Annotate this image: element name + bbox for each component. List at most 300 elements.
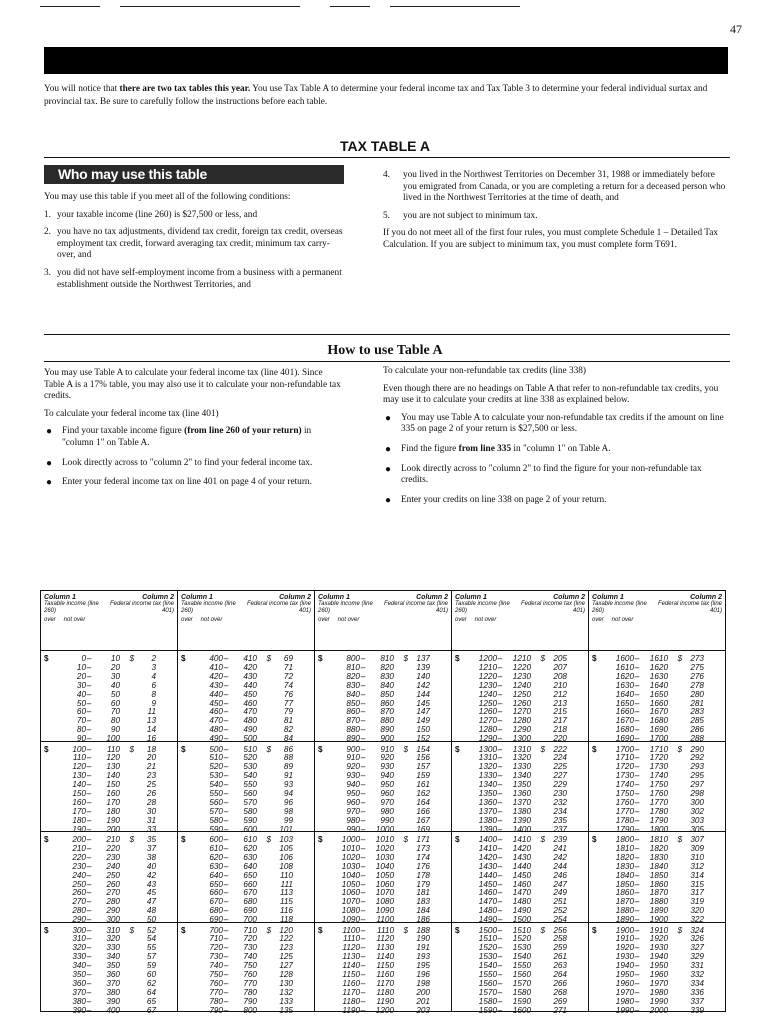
table-block	[41, 742, 177, 833]
tax-dollar-sign	[257, 889, 271, 898]
tax-dollar-sign	[668, 881, 682, 890]
income-not-over: 1280	[512, 716, 531, 726]
bullet-icon: ●	[46, 477, 53, 489]
range-dash: –	[634, 771, 640, 781]
top-rule	[330, 6, 370, 7]
income-not-over: 1580	[512, 987, 531, 997]
income-not-over: 990	[380, 815, 394, 825]
dollar-sign	[44, 682, 56, 691]
dollar-sign	[455, 980, 467, 989]
tax-dollar-sign	[394, 790, 408, 799]
tax-dollar-sign	[394, 717, 408, 726]
tax-dollar-sign: $	[677, 835, 682, 844]
top-rule	[390, 6, 520, 7]
income-not-over: 1290	[512, 725, 531, 735]
income-over: 810	[346, 662, 360, 672]
range-dash: –	[634, 789, 640, 799]
tax-dollar-sign	[120, 854, 134, 863]
income-over: 90	[76, 734, 86, 744]
federal-tax-value: 4	[151, 671, 156, 681]
dollar-sign	[318, 854, 330, 863]
tax-dollar-sign	[531, 971, 545, 980]
federal-tax-value: 76	[283, 689, 293, 699]
income-not-over: 1380	[512, 806, 531, 816]
range-dash: –	[634, 852, 640, 862]
income-over: 690	[209, 915, 223, 925]
dollar-sign	[44, 700, 56, 709]
income-over: 650	[209, 879, 223, 889]
income-not-over: 580	[243, 806, 257, 816]
federal-tax-value: 20	[146, 753, 156, 763]
dollar-sign	[455, 772, 467, 781]
dollar-sign	[44, 664, 56, 673]
income-over: 900	[346, 744, 360, 754]
howto-left-column	[44, 368, 344, 497]
federal-tax-value: 198	[416, 978, 430, 988]
dollar-sign	[181, 845, 193, 854]
bullet-icon: ●	[385, 412, 392, 424]
over-notover-labels	[455, 617, 520, 624]
dollar-sign	[318, 1007, 330, 1016]
income-over: 1920	[615, 943, 634, 953]
income-over: 1850	[615, 879, 634, 889]
tax-dollar-sign	[668, 962, 682, 971]
column-2-desc: Federal income tax (line 401)	[383, 601, 448, 614]
list-item	[383, 413, 728, 436]
income-over: 1320	[478, 762, 497, 772]
tax-dollar-sign	[531, 726, 545, 735]
column-1-name: Column 1	[318, 594, 350, 601]
dollar-sign	[44, 772, 56, 781]
federal-tax-value: 149	[416, 716, 430, 726]
tax-dollar-sign	[394, 872, 408, 881]
dollar-sign: $	[592, 925, 597, 935]
dollar-sign	[592, 673, 604, 682]
income-over: 620	[209, 852, 223, 862]
tax-dollar-sign	[257, 989, 271, 998]
table-block	[589, 651, 725, 742]
federal-tax-value: 203	[416, 1005, 430, 1015]
not-over-label: not over	[611, 617, 634, 623]
tax-dollar-sign	[668, 799, 682, 808]
range-dash: –	[360, 824, 366, 834]
federal-tax-value: 278	[690, 680, 704, 690]
range-dash: –	[360, 897, 366, 907]
tax-dollar-sign	[120, 763, 134, 772]
tax-dollar-sign	[668, 989, 682, 998]
tax-dollar-sign	[257, 944, 271, 953]
tax-dollar-sign	[531, 664, 545, 673]
dollar-sign	[592, 682, 604, 691]
dollar-sign: $	[318, 654, 323, 663]
federal-tax-value: 227	[553, 771, 567, 781]
range-dash: –	[634, 806, 640, 816]
federal-tax-value: 329	[690, 952, 704, 962]
federal-tax-value: 264	[553, 970, 567, 980]
dollar-sign	[181, 781, 193, 790]
income-not-over: 1350	[512, 780, 531, 790]
tax-dollar-sign	[668, 817, 682, 826]
income-not-over: 710	[243, 925, 257, 935]
dollar-sign	[318, 673, 330, 682]
dollar-sign	[44, 708, 56, 717]
tax-dollar-sign	[394, 772, 408, 781]
range-dash: –	[223, 943, 229, 953]
federal-tax-value: 327	[690, 943, 704, 953]
tax-dollar-sign	[668, 971, 682, 980]
range-dash: –	[497, 915, 503, 925]
dollar-sign	[592, 872, 604, 881]
dollar-sign: $	[592, 835, 597, 844]
bullet-icon: ●	[385, 443, 392, 455]
federal-tax-value: 57	[146, 952, 156, 962]
range-dash: –	[86, 689, 92, 699]
range-dash: –	[86, 806, 92, 816]
dollar-sign	[318, 799, 330, 808]
income-over: 720	[209, 943, 223, 953]
tax-dollar-sign	[120, 889, 134, 898]
federal-tax-value: 229	[553, 780, 567, 790]
range-dash: –	[497, 978, 503, 988]
federal-tax-value: 11	[147, 707, 156, 717]
income-over: 870	[346, 716, 360, 726]
range-dash: –	[223, 744, 229, 754]
federal-tax-value: 246	[553, 870, 567, 880]
range-dash: –	[360, 744, 366, 754]
income-over: 1540	[478, 961, 497, 971]
dollar-sign	[44, 854, 56, 863]
income-not-over: 1670	[649, 707, 668, 717]
dollar-sign	[318, 998, 330, 1007]
tax-dollar-sign	[394, 708, 408, 717]
income-over: 0	[81, 654, 86, 663]
federal-tax-value: 305	[690, 824, 704, 834]
tax-dollar-sign	[120, 808, 134, 817]
range-dash: –	[223, 780, 229, 790]
income-not-over: 1420	[512, 843, 531, 853]
tax-dollar-sign	[257, 682, 271, 691]
income-not-over: 660	[243, 879, 257, 889]
federal-tax-value: 266	[553, 978, 567, 988]
table-column-group	[589, 591, 725, 1015]
range-dash: –	[86, 734, 92, 744]
dollar-sign	[44, 935, 56, 944]
income-not-over: 980	[380, 806, 394, 816]
who-lead: You may use this table if you meet all of the following conditions:	[44, 192, 291, 202]
federal-tax-value: 128	[279, 970, 293, 980]
income-over: 1670	[615, 716, 634, 726]
income-over: 1550	[478, 970, 497, 980]
income-not-over: 480	[243, 716, 257, 726]
dollar-sign	[592, 790, 604, 799]
column-1-desc: Taxable income (line 260)	[181, 601, 236, 614]
tax-dollar-sign	[531, 708, 545, 717]
tax-dollar-sign	[531, 799, 545, 808]
dollar-sign	[592, 717, 604, 726]
federal-tax-value: 244	[553, 861, 567, 871]
income-not-over: 1360	[512, 789, 531, 799]
column-1-header	[455, 594, 520, 650]
range-dash: –	[634, 680, 640, 690]
range-dash: –	[360, 861, 366, 871]
column-2-name: Column 2	[553, 594, 585, 601]
federal-tax-value: 110	[279, 870, 293, 880]
dollar-sign	[181, 863, 193, 872]
dollar-sign	[181, 971, 193, 980]
federal-tax-value: 281	[690, 698, 704, 708]
dollar-sign	[455, 726, 467, 735]
income-over: 1660	[615, 707, 634, 717]
range-dash: –	[223, 970, 229, 980]
federal-tax-value: 176	[416, 861, 430, 871]
bullet-bold: from line 335	[458, 443, 512, 454]
federal-tax-value: 48	[146, 906, 156, 916]
dollar-sign	[44, 898, 56, 907]
income-not-over: 310	[106, 925, 120, 935]
federal-tax-value: 33	[146, 824, 156, 834]
income-not-over: 2000	[649, 1005, 668, 1015]
dollar-sign	[592, 726, 604, 735]
income-over: 1640	[615, 689, 634, 699]
range-dash: –	[634, 970, 640, 980]
income-over: 1630	[615, 680, 634, 690]
not-over-label: not over	[63, 617, 86, 623]
range-dash: –	[634, 925, 640, 935]
dollar-sign: $	[44, 835, 49, 844]
column-1-name: Column 1	[181, 594, 213, 601]
income-over: 600	[209, 835, 223, 844]
federal-tax-value: 184	[416, 906, 430, 916]
range-dash: –	[634, 861, 640, 871]
range-dash: –	[497, 897, 503, 907]
income-not-over: 1770	[649, 797, 668, 807]
income-not-over: 1680	[649, 716, 668, 726]
tax-dollar-sign	[531, 691, 545, 700]
dollar-sign	[318, 781, 330, 790]
income-over: 1600	[615, 654, 634, 663]
dollar-sign	[318, 808, 330, 817]
tax-dollar-sign	[394, 700, 408, 709]
range-dash: –	[360, 671, 366, 681]
dollar-sign	[455, 700, 467, 709]
income-over: 400	[209, 654, 223, 663]
income-over: 1990	[615, 1005, 634, 1015]
tax-dollar-sign	[394, 664, 408, 673]
bullet-text: in "column 1" on Table A.	[511, 443, 611, 454]
income-not-over: 370	[106, 978, 120, 988]
tax-dollar-sign	[531, 898, 545, 907]
dollar-sign	[181, 881, 193, 890]
federal-tax-value: 42	[146, 870, 156, 880]
tax-dollar-sign	[120, 664, 134, 673]
range-dash: –	[86, 861, 92, 871]
federal-tax-value: 43	[146, 879, 156, 889]
income-not-over: 1480	[512, 897, 531, 907]
income-over: 610	[209, 843, 223, 853]
federal-tax-value: 195	[416, 961, 430, 971]
range-dash: –	[497, 680, 503, 690]
tax-dollar-sign	[668, 944, 682, 953]
income-not-over: 240	[106, 861, 120, 871]
income-not-over: 120	[106, 753, 120, 763]
range-dash: –	[86, 888, 92, 898]
income-not-over: 1400	[512, 824, 531, 834]
income-over: 1370	[478, 806, 497, 816]
federal-tax-value: 142	[416, 680, 430, 690]
income-over: 700	[209, 925, 223, 935]
dollar-sign: $	[181, 835, 186, 844]
income-not-over: 20	[110, 662, 120, 672]
range-dash: –	[634, 888, 640, 898]
dollar-sign: $	[44, 925, 49, 935]
income-over: 940	[346, 780, 360, 790]
federal-tax-value: 317	[690, 888, 704, 898]
federal-tax-value: 213	[553, 698, 567, 708]
income-not-over: 850	[380, 689, 394, 699]
tax-dollar-sign	[394, 953, 408, 962]
range-dash: –	[360, 852, 366, 862]
tax-dollar-sign	[668, 763, 682, 772]
tax-dollar-sign: $	[266, 925, 271, 935]
federal-tax-value: 67	[146, 1005, 156, 1015]
federal-tax-value: 127	[279, 961, 293, 971]
income-not-over: 1740	[649, 771, 668, 781]
dollar-sign	[181, 717, 193, 726]
income-not-over: 350	[106, 961, 120, 971]
federal-tax-value: 25	[146, 780, 156, 790]
tax-dollar-sign	[668, 980, 682, 989]
income-not-over: 170	[106, 797, 120, 807]
tax-dollar-sign: $	[677, 654, 682, 663]
income-not-over: 1820	[649, 843, 668, 853]
income-not-over: 1030	[375, 852, 394, 862]
tax-dollar-sign	[257, 772, 271, 781]
range-dash: –	[223, 1005, 229, 1015]
income-not-over: 270	[106, 888, 120, 898]
over-notover-labels	[44, 617, 109, 624]
tax-dollar-sign	[120, 935, 134, 944]
income-over: 710	[209, 934, 223, 944]
dollar-sign	[44, 944, 56, 953]
dollar-sign	[455, 808, 467, 817]
range-dash: –	[360, 716, 366, 726]
income-not-over: 1570	[512, 978, 531, 988]
income-over: 280	[72, 906, 86, 916]
range-dash: –	[86, 698, 92, 708]
range-dash: –	[223, 879, 229, 889]
tax-dollar-sign	[394, 962, 408, 971]
range-dash: –	[360, 771, 366, 781]
range-dash: –	[497, 835, 503, 844]
federal-tax-value: 37	[146, 843, 156, 853]
dollar-sign	[44, 989, 56, 998]
dollar-sign	[44, 799, 56, 808]
income-over: 1020	[341, 852, 360, 862]
column-1-desc: Taxable income (line 260)	[455, 601, 510, 614]
income-over: 630	[209, 861, 223, 871]
column-2-desc: Federal income tax (line 401)	[246, 601, 311, 614]
tax-dollar-sign	[257, 971, 271, 980]
income-not-over: 1060	[375, 879, 394, 889]
income-over: 1970	[615, 987, 634, 997]
range-dash: –	[497, 671, 503, 681]
dollar-sign	[181, 998, 193, 1007]
income-not-over: 1930	[649, 943, 668, 953]
income-over: 1680	[615, 725, 634, 735]
income-over: 1280	[478, 725, 497, 735]
bullet-bold: (from line 260 of your return)	[184, 426, 302, 437]
federal-tax-value: 339	[690, 1005, 704, 1015]
income-over: 1580	[478, 996, 497, 1006]
income-not-over: 1260	[512, 698, 531, 708]
income-not-over: 1050	[375, 870, 394, 880]
dollar-sign	[455, 717, 467, 726]
income-over: 230	[72, 861, 86, 871]
tax-dollar-sign	[257, 854, 271, 863]
range-dash: –	[360, 815, 366, 825]
income-over: 330	[72, 952, 86, 962]
income-not-over: 280	[106, 897, 120, 907]
range-dash: –	[634, 734, 640, 744]
income-over: 120	[72, 762, 86, 772]
tax-dollar-sign	[257, 708, 271, 717]
income-over: 840	[346, 689, 360, 699]
federal-tax-value: 60	[146, 970, 156, 980]
income-not-over: 730	[243, 943, 257, 953]
dollar-sign	[592, 708, 604, 717]
range-dash: –	[497, 843, 503, 853]
range-dash: –	[497, 925, 503, 935]
tax-dollar-sign: $	[677, 925, 682, 935]
income-not-over: 110	[106, 744, 120, 754]
dollar-sign	[181, 989, 193, 998]
dollar-sign	[318, 772, 330, 781]
federal-tax-value: 162	[416, 789, 430, 799]
income-over: 1300	[478, 744, 497, 754]
table-column-header	[452, 591, 588, 651]
income-over: 1610	[615, 662, 634, 672]
income-not-over: 1450	[512, 870, 531, 880]
dollar-sign	[592, 935, 604, 944]
tax-dollar-sign	[257, 935, 271, 944]
federal-tax-value: 314	[690, 870, 704, 880]
dollar-sign	[592, 962, 604, 971]
income-not-over: 390	[106, 996, 120, 1006]
range-dash: –	[223, 698, 229, 708]
income-over: 1000	[341, 835, 360, 844]
tax-dollar-sign	[120, 881, 134, 890]
income-over: 1760	[615, 797, 634, 807]
income-not-over: 800	[243, 1005, 257, 1015]
tax-dollar-sign	[668, 708, 682, 717]
tax-dollar-sign	[120, 673, 134, 682]
dollar-sign	[181, 682, 193, 691]
range-dash: –	[360, 987, 366, 997]
table-column-header	[589, 591, 725, 651]
range-dash: –	[497, 716, 503, 726]
dollar-sign	[181, 935, 193, 944]
list-text: you are not subject to minimum tax.	[403, 210, 538, 221]
federal-tax-value: 276	[690, 671, 704, 681]
income-over: 1620	[615, 671, 634, 681]
range-dash: –	[86, 771, 92, 781]
table-column-group	[178, 591, 315, 1015]
income-over: 1380	[478, 815, 497, 825]
range-dash: –	[223, 888, 229, 898]
bullet-icon: ●	[385, 463, 392, 475]
who-left-column	[44, 192, 344, 297]
federal-tax-value: 52	[146, 925, 156, 935]
